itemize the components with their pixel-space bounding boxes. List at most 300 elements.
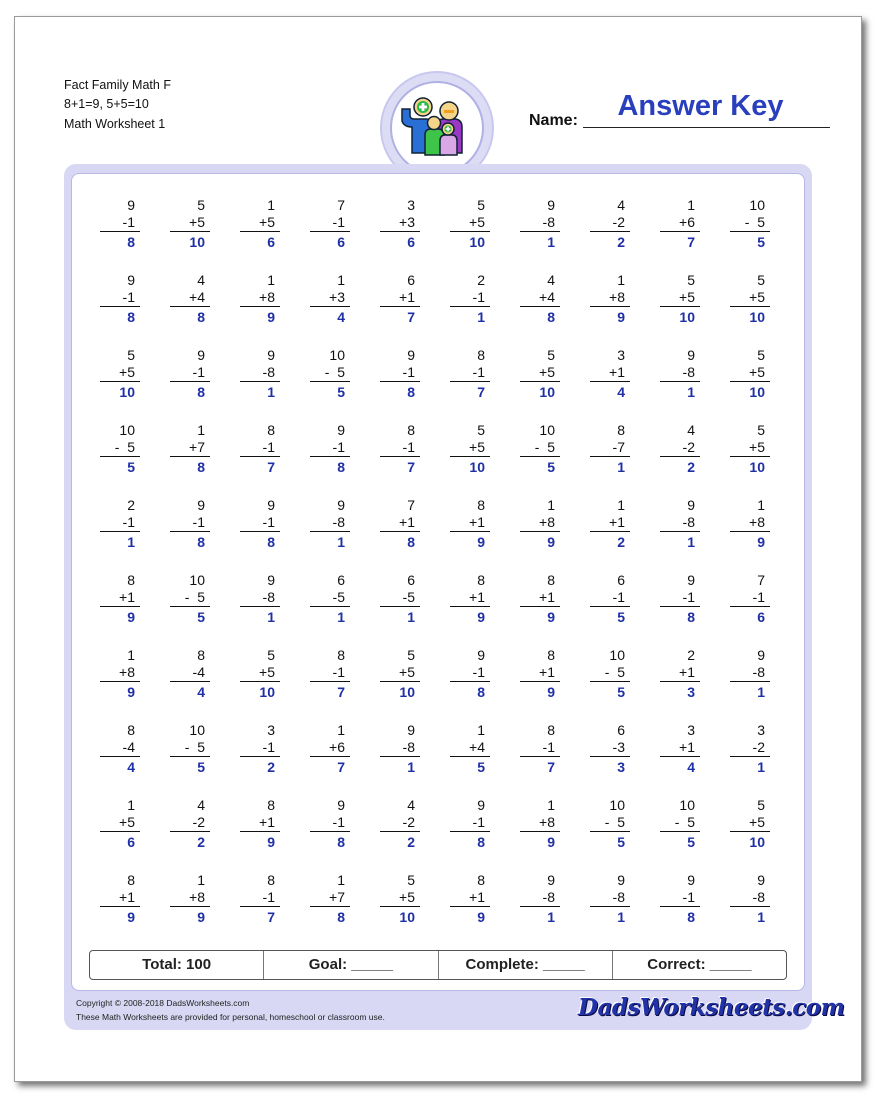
problem-bottom-number: 4 (477, 739, 485, 755)
problem-operator-line (520, 664, 560, 682)
problem-operator: - (192, 664, 198, 680)
problem-top-number: 5 (127, 347, 135, 363)
problem-top-number: 1 (477, 722, 485, 738)
problem-operator-line (520, 364, 560, 382)
problem-bottom-number: 7 (197, 439, 205, 455)
problem-answer: 9 (757, 534, 765, 550)
problem-operator: + (609, 364, 618, 380)
problem-answer: 8 (197, 309, 205, 325)
problem-operator-line (660, 739, 700, 757)
problem (380, 271, 420, 327)
problem-answer: 10 (469, 234, 485, 250)
usage-text: These Math Worksheets are provided for personal, homeschool or classroom use. (76, 1012, 385, 1022)
problem-operator: + (609, 514, 618, 530)
goal-field: Goal: _____ (264, 951, 438, 979)
problem-bottom-number: 4 (197, 289, 205, 305)
problem-bottom-number: 1 (127, 514, 135, 530)
problem-operator: - (262, 514, 268, 530)
problem-top-number: 8 (197, 647, 205, 663)
problem (240, 871, 280, 927)
problem (170, 271, 210, 327)
problem-bottom-number: 8 (547, 214, 555, 230)
problem-answer: 1 (757, 684, 765, 700)
problem-operator-line (170, 889, 210, 907)
problem-bottom-number: 8 (547, 814, 555, 830)
problem-answer: 9 (477, 609, 485, 625)
problem-operator-line (310, 814, 350, 832)
problem (730, 421, 770, 477)
problem-bottom-number: 8 (267, 289, 275, 305)
problem-top-number: 6 (617, 572, 625, 588)
problem-bottom-number: 8 (617, 289, 625, 305)
problem (310, 496, 350, 552)
problem-bottom-number: 3 (617, 739, 625, 755)
problem-operator: + (259, 814, 268, 830)
problem-answer: 8 (337, 459, 345, 475)
problem (170, 421, 210, 477)
problem-answer: 7 (407, 459, 415, 475)
problem-operator-line (100, 589, 140, 607)
problem-operator: + (329, 289, 338, 305)
problem-operator-line (380, 664, 420, 682)
problem-operator-line (590, 814, 630, 832)
problem-operator-line (240, 739, 280, 757)
problem-operator: - (332, 814, 338, 830)
problem (660, 271, 700, 327)
problem (100, 271, 140, 327)
problem-answer: 9 (197, 909, 205, 925)
problem-operator: + (749, 514, 758, 530)
problem-operator-line (240, 889, 280, 907)
problem (380, 796, 420, 852)
problem (520, 571, 560, 627)
problem-answer: 7 (267, 909, 275, 925)
problem-top-number: 10 (609, 647, 625, 663)
problem-answer: 6 (127, 834, 135, 850)
problem-bottom-number: 8 (407, 739, 415, 755)
problem-top-number: 9 (757, 647, 765, 663)
problem-operator: - (192, 514, 198, 530)
problem-top-number: 8 (477, 497, 485, 513)
problem-top-number: 9 (477, 797, 485, 813)
problem-operator-line (730, 289, 770, 307)
problem-top-number: 1 (617, 272, 625, 288)
problem-bottom-number: 5 (477, 214, 485, 230)
problem-answer: 2 (197, 834, 205, 850)
problem-top-number: 8 (477, 572, 485, 588)
problem (660, 796, 700, 852)
problem-answer: 10 (399, 909, 415, 925)
problem-operator: - (402, 589, 408, 605)
problem-operator-line (310, 289, 350, 307)
problem-operator: - (332, 664, 338, 680)
problem (730, 646, 770, 702)
problem-answer: 9 (617, 309, 625, 325)
problem-operator-line (660, 514, 700, 532)
problem-bottom-number: 8 (267, 364, 275, 380)
problem-top-number: 9 (687, 497, 695, 513)
problem-bottom-number: 8 (197, 889, 205, 905)
problem (240, 646, 280, 702)
problem-answer: 10 (749, 459, 765, 475)
problem-operator-line (730, 514, 770, 532)
problem-bottom-number: 1 (617, 514, 625, 530)
problem (170, 721, 210, 777)
problem-answer: 8 (127, 234, 135, 250)
problem-operator-line (450, 214, 490, 232)
problem-answer: 5 (617, 834, 625, 850)
problem-bottom-number: 5 (197, 589, 205, 605)
problem-answer: 4 (337, 309, 345, 325)
problem (100, 421, 140, 477)
problem-answer: 1 (407, 609, 415, 625)
problem-operator: + (189, 214, 198, 230)
problem-bottom-number: 1 (267, 439, 275, 455)
problem-operator: + (399, 664, 408, 680)
problem-operator-line (170, 739, 210, 757)
problem-operator: - (472, 814, 478, 830)
problem-answer: 8 (197, 384, 205, 400)
problem-operator: - (332, 214, 338, 230)
problem-answer: 9 (547, 609, 555, 625)
problem-operator-line (730, 889, 770, 907)
problem-operator: + (189, 889, 198, 905)
problem-answer: 9 (477, 534, 485, 550)
problem (520, 796, 560, 852)
problem (520, 271, 560, 327)
problem-operator-line (450, 439, 490, 457)
problem-operator-line (590, 739, 630, 757)
problem-bottom-number: 2 (197, 814, 205, 830)
problem-top-number: 1 (757, 497, 765, 513)
problem-operator: - (192, 364, 198, 380)
problem-operator-line (240, 439, 280, 457)
problem-operator: + (399, 214, 408, 230)
problem-top-number: 9 (687, 572, 695, 588)
problem-top-number: 5 (267, 647, 275, 663)
problem (590, 721, 630, 777)
problem-bottom-number: 1 (127, 289, 135, 305)
problem-bottom-number: 5 (687, 289, 695, 305)
problem-top-number: 3 (267, 722, 275, 738)
problem-bottom-number: 5 (127, 814, 135, 830)
problem-answer: 6 (407, 234, 415, 250)
problem-operator-line (170, 664, 210, 682)
problem-operator-line (380, 589, 420, 607)
problem-operator: + (399, 289, 408, 305)
problem-answer: 8 (267, 534, 275, 550)
problem (450, 646, 490, 702)
problem-bottom-number: 1 (687, 739, 695, 755)
problem-top-number: 7 (337, 197, 345, 213)
problem-operator: - (542, 889, 548, 905)
problem-operator: + (539, 814, 548, 830)
problem (310, 796, 350, 852)
problem (310, 271, 350, 327)
problem-answer: 4 (127, 759, 135, 775)
problem-operator: - (122, 289, 128, 305)
problem-operator: - (184, 739, 190, 755)
problem-operator: + (119, 364, 128, 380)
problem-bottom-number: 8 (337, 514, 345, 530)
problem-operator-line (590, 889, 630, 907)
problem-top-number: 3 (617, 347, 625, 363)
problem-operator-line (730, 364, 770, 382)
brand-logo: DadsWorksheets.com (578, 994, 845, 1021)
problem-top-number: 4 (197, 272, 205, 288)
worksheet-subtitle: Math Worksheet 1 (64, 117, 166, 131)
problem-bottom-number: 1 (337, 814, 345, 830)
problem-answer: 10 (119, 384, 135, 400)
problem-operator-line (520, 814, 560, 832)
problem-answer: 1 (687, 384, 695, 400)
problem (450, 196, 490, 252)
problem-answer: 6 (757, 609, 765, 625)
problem (660, 721, 700, 777)
problem-top-number: 10 (539, 422, 555, 438)
problem-bottom-number: 2 (407, 814, 415, 830)
problem-top-number: 10 (189, 722, 205, 738)
problem-answer: 2 (617, 534, 625, 550)
problem (240, 271, 280, 327)
problem-top-number: 4 (547, 272, 555, 288)
problem-operator-line (450, 589, 490, 607)
problem-top-number: 4 (197, 797, 205, 813)
problem-answer: 9 (477, 909, 485, 925)
problem-top-number: 9 (547, 197, 555, 213)
problem-bottom-number: 1 (687, 889, 695, 905)
problem-operator: - (122, 214, 128, 230)
problem-operator: + (749, 289, 758, 305)
score-bar (89, 950, 787, 980)
problem-operator-line (100, 214, 140, 232)
problem-operator-line (240, 214, 280, 232)
problem-top-number: 2 (687, 647, 695, 663)
problem-bottom-number: 5 (547, 439, 555, 455)
problem-operator: - (332, 439, 338, 455)
problem-top-number: 8 (127, 872, 135, 888)
problem-answer: 1 (757, 759, 765, 775)
problem-bottom-number: 1 (197, 514, 205, 530)
problem-operator: - (402, 364, 408, 380)
problem (590, 646, 630, 702)
problem-answer: 10 (189, 234, 205, 250)
problem-bottom-number: 5 (407, 589, 415, 605)
problem-bottom-number: 6 (337, 739, 345, 755)
name-line (583, 127, 830, 128)
problem-answer: 8 (477, 834, 485, 850)
problem-operator-line (450, 664, 490, 682)
problem-operator: + (539, 514, 548, 530)
problem (100, 571, 140, 627)
problem-operator: + (119, 589, 128, 605)
problem-bottom-number: 5 (617, 664, 625, 680)
problem-operator: + (399, 514, 408, 530)
problem-top-number: 8 (337, 647, 345, 663)
problem-operator: + (539, 364, 548, 380)
problem-bottom-number: 1 (477, 664, 485, 680)
problem-bottom-number: 2 (617, 214, 625, 230)
problem-answer: 8 (687, 909, 695, 925)
problem-top-number: 9 (687, 872, 695, 888)
problem (380, 721, 420, 777)
problem-answer: 5 (617, 609, 625, 625)
problem-answer: 2 (407, 834, 415, 850)
problem (380, 196, 420, 252)
problem-answer: 7 (337, 684, 345, 700)
problem-operator-line (520, 439, 560, 457)
problem-answer: 5 (197, 759, 205, 775)
problem (380, 346, 420, 402)
problem-top-number: 2 (127, 497, 135, 513)
problem-bottom-number: 4 (197, 664, 205, 680)
problem-bottom-number: 1 (127, 214, 135, 230)
problem (380, 421, 420, 477)
problem-operator: + (679, 739, 688, 755)
problem (660, 646, 700, 702)
problem-bottom-number: 5 (757, 814, 765, 830)
problem-operator: + (539, 289, 548, 305)
problem-operator: + (469, 739, 478, 755)
problem-bottom-number: 5 (757, 364, 765, 380)
copyright-text: Copyright © 2008-2018 DadsWorksheets.com (76, 998, 250, 1008)
problem-operator: - (612, 589, 618, 605)
problem-top-number: 9 (337, 797, 345, 813)
problem (100, 646, 140, 702)
problem (590, 796, 630, 852)
problem-answer: 5 (757, 234, 765, 250)
problem-operator: + (329, 739, 338, 755)
problem-operator: - (542, 739, 548, 755)
problem (520, 496, 560, 552)
problem-top-number: 9 (407, 722, 415, 738)
problem-operator-line (100, 289, 140, 307)
problem-bottom-number: 7 (337, 889, 345, 905)
problem-answer: 1 (547, 909, 555, 925)
problem-answer: 7 (407, 309, 415, 325)
complete-field: Complete: _____ (439, 951, 613, 979)
problem-operator-line (240, 664, 280, 682)
problem-operator-line (520, 889, 560, 907)
problem-bottom-number: 1 (267, 814, 275, 830)
problem-answer: 10 (259, 684, 275, 700)
problem-answer: 1 (267, 609, 275, 625)
problem-top-number: 5 (547, 347, 555, 363)
problem-top-number: 8 (547, 722, 555, 738)
problem (380, 646, 420, 702)
problem-bottom-number: 1 (477, 514, 485, 530)
problem (240, 721, 280, 777)
problem-operator-line (520, 289, 560, 307)
problem-operator-line (310, 889, 350, 907)
problem-bottom-number: 5 (127, 439, 135, 455)
problem-operator-line (590, 589, 630, 607)
problem-answer: 8 (197, 459, 205, 475)
problem-bottom-number: 1 (477, 589, 485, 605)
problem-answer: 10 (749, 384, 765, 400)
problem (170, 196, 210, 252)
problem (240, 496, 280, 552)
problem (590, 271, 630, 327)
problem (310, 346, 350, 402)
problem-bottom-number: 8 (757, 889, 765, 905)
problem (450, 571, 490, 627)
problem-bottom-number: 5 (477, 439, 485, 455)
problem-top-number: 3 (757, 722, 765, 738)
problem-bottom-number: 8 (687, 364, 695, 380)
problem-operator: + (679, 214, 688, 230)
problem (660, 421, 700, 477)
problem-top-number: 5 (757, 272, 765, 288)
problem-operator-line (380, 514, 420, 532)
problem-operator-line (450, 364, 490, 382)
problem-operator: - (682, 439, 688, 455)
problem-bottom-number: 1 (547, 739, 555, 755)
problem-bottom-number: 5 (337, 364, 345, 380)
problem-answer: 9 (127, 684, 135, 700)
problem-operator: - (604, 814, 610, 830)
problem-answer: 10 (749, 309, 765, 325)
problem-bottom-number: 1 (407, 439, 415, 455)
problem (520, 421, 560, 477)
problem-answer: 9 (127, 609, 135, 625)
problem-operator: + (679, 289, 688, 305)
problem-operator: - (122, 739, 128, 755)
problem (520, 721, 560, 777)
problem-operator: + (119, 889, 128, 905)
problem (660, 571, 700, 627)
problem-answer: 1 (617, 459, 625, 475)
problem-answer: 8 (337, 909, 345, 925)
problem-answer: 1 (127, 534, 135, 550)
problem-answer: 10 (679, 309, 695, 325)
problem-answer: 9 (547, 534, 555, 550)
problem-operator: + (469, 889, 478, 905)
problem (730, 871, 770, 927)
problem-bottom-number: 8 (547, 889, 555, 905)
problem-bottom-number: 6 (687, 214, 695, 230)
problem (450, 421, 490, 477)
worksheet-title: Fact Family Math F (64, 78, 171, 92)
problem-bottom-number: 8 (687, 514, 695, 530)
problem-top-number: 4 (407, 797, 415, 813)
problem-top-number: 1 (267, 272, 275, 288)
problem (100, 796, 140, 852)
problem-operator: - (752, 589, 758, 605)
problem (310, 646, 350, 702)
problem-bottom-number: 1 (617, 589, 625, 605)
problem-answer: 1 (267, 384, 275, 400)
problem-top-number: 8 (477, 347, 485, 363)
problem-operator: + (469, 439, 478, 455)
problem-top-number: 3 (407, 197, 415, 213)
problem-answer: 10 (399, 684, 415, 700)
problem-operator-line (660, 439, 700, 457)
problem (730, 571, 770, 627)
problem-bottom-number: 1 (407, 514, 415, 530)
problem-operator-line (730, 439, 770, 457)
problem-answer: 5 (337, 384, 345, 400)
problem-operator: - (262, 439, 268, 455)
problem-bottom-number: 1 (477, 364, 485, 380)
problem-bottom-number: 1 (127, 889, 135, 905)
problem-bottom-number: 4 (127, 739, 135, 755)
problem-bottom-number: 3 (337, 289, 345, 305)
problem-operator: - (192, 814, 198, 830)
problem (380, 496, 420, 552)
problem-bottom-number: 5 (407, 664, 415, 680)
problem (590, 421, 630, 477)
